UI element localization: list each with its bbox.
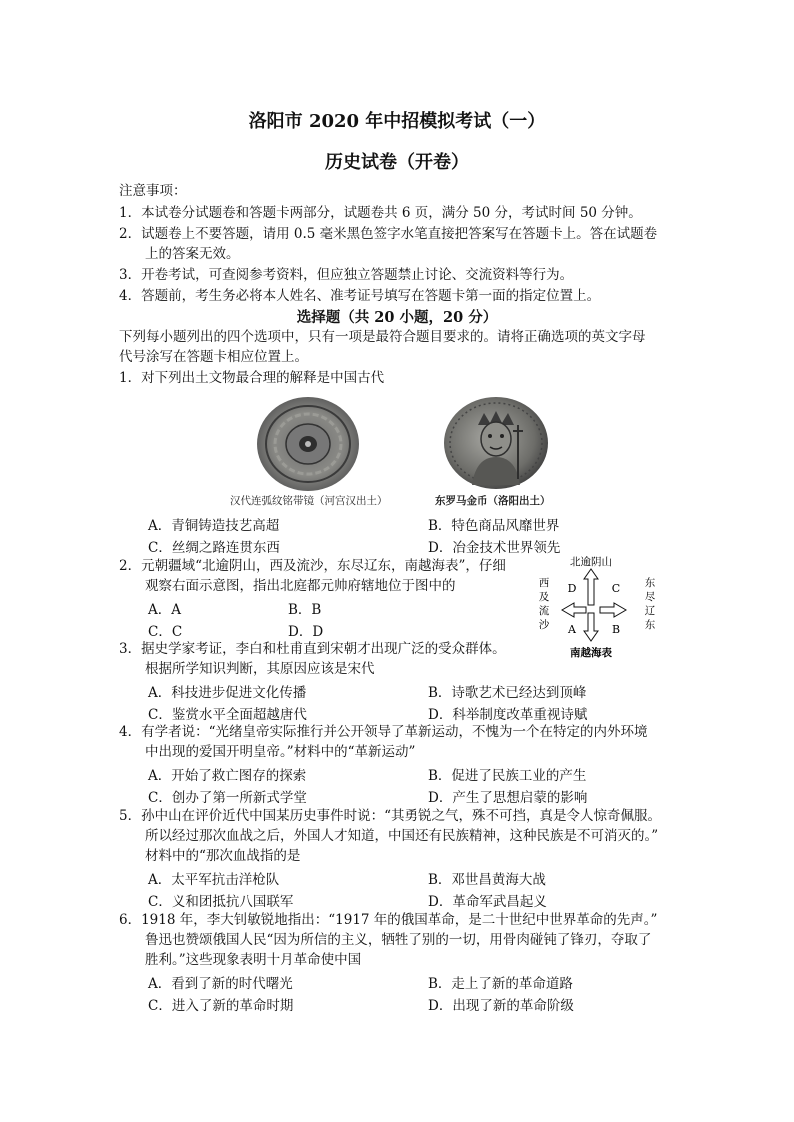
question-stem-line: 观察右面示意图，指出北庭都元帅府辖地位于图中的 xyxy=(145,578,456,594)
notice-item xyxy=(119,224,657,244)
svg-text:沙: 沙 xyxy=(538,619,550,631)
exam-title: 洛阳市 2020 年中招模拟考试（一） xyxy=(248,111,546,132)
notice-item xyxy=(119,265,573,285)
yuan-territory-diagram xyxy=(530,553,670,667)
option-b[interactable]: B．促进了民族工业的产生 xyxy=(428,768,587,784)
image-caption: 汉代连弧纹铭带镜（河宫汉出土） xyxy=(230,495,388,507)
option-d[interactable]: D．革命军武昌起义 xyxy=(428,894,547,910)
option-c[interactable]: C．鉴赏水平全面超越唐代 xyxy=(148,707,307,723)
question-number: 3． xyxy=(119,641,142,657)
option-c[interactable]: C．创办了第一所新式学堂 xyxy=(148,790,307,806)
notice-item xyxy=(119,203,642,223)
svg-text:尽: 尽 xyxy=(644,591,656,603)
option-a[interactable]: A．A xyxy=(148,602,181,618)
notice-text: 上的答案无效。 xyxy=(145,246,240,262)
option-c[interactable]: C．进入了新的革命时期 xyxy=(148,998,294,1014)
question-stem: 5．孙中山在评价近代中国某历史事件时说：“其勇锐之气，殊不可挡，真是令人惊奇佩服。 xyxy=(119,808,661,824)
svg-text:辽: 辽 xyxy=(644,605,656,617)
option-b[interactable]: B．走上了新的革命道路 xyxy=(428,976,573,992)
cell-d: D xyxy=(567,582,577,595)
bronze-mirror-icon xyxy=(255,395,361,497)
question-stem: 1．对下列出土文物最合理的解释是中国古代 xyxy=(119,370,385,386)
option-d[interactable]: D．冶金技术世界领先 xyxy=(428,540,561,556)
notice-text: 开卷考试，可查阅参考资料，但应独立答题禁止讨论、交流资料等行为。 xyxy=(141,267,574,283)
option-a[interactable]: A．开始了救亡图存的探索 xyxy=(148,768,307,784)
section-instructions: 代号涂写在答题卡相应位置上。 xyxy=(119,349,308,365)
notice-number: 4． xyxy=(119,288,142,304)
option-c[interactable]: C．C xyxy=(148,624,183,640)
option-c[interactable]: C．义和团抵抗八国联军 xyxy=(148,894,294,910)
svg-text:西: 西 xyxy=(538,577,550,589)
north-label: 北逾阴山 xyxy=(570,556,612,568)
south-label: 南越海表 xyxy=(570,647,612,659)
option-d[interactable]: D．科举制度改革重视诗赋 xyxy=(428,707,588,723)
arrow-down-icon xyxy=(584,613,598,641)
question-stem: 2．元朝疆域“北逾阴山，西及流沙，东尽辽东，南越海表”，仔细 xyxy=(119,558,506,574)
svg-text:及: 及 xyxy=(538,591,550,603)
option-c[interactable]: C．丝绸之路连贯东西 xyxy=(148,540,280,556)
exam-subtitle: 历史试卷（开卷） xyxy=(325,152,469,173)
notice-item xyxy=(119,286,600,306)
arrow-left-icon xyxy=(562,603,586,617)
svg-text:东: 东 xyxy=(644,577,656,589)
question-stem-line: 鲁迅也赞颂俄国人民“因为所信的主义，牺牲了别的一切，用骨肉碰钝了锋刃，夺取了 xyxy=(145,932,652,948)
option-a[interactable]: A．太平军抗击洋枪队 xyxy=(148,872,280,888)
question-number: 6． xyxy=(119,912,142,928)
notice-text: 本试卷分试题卷和答题卡两部分，试题卷共 6 页，满分 50 分，考试时间 50 分钟。 xyxy=(141,205,642,221)
question-number: 4． xyxy=(119,724,142,740)
option-d[interactable]: D．D xyxy=(288,624,324,640)
option-b[interactable]: B．邓世昌黄海大战 xyxy=(428,872,546,888)
question-stem: 6．1918 年，李大钊敏锐地指出：“1917 年的俄国革命，是二十世纪中世界革命的先声。” xyxy=(119,912,658,928)
arrow-up-icon xyxy=(584,569,598,605)
notice-number: 3． xyxy=(119,267,142,283)
notice-text: 试题卷上不要答题，请用 0.5 毫米黑色签字水笔直接把答案写在答题卡上。答在试题卷 xyxy=(141,226,658,242)
question-number: 1． xyxy=(119,370,142,386)
cell-a: A xyxy=(568,623,576,636)
cell-c: C xyxy=(611,582,621,595)
svg-text:东: 东 xyxy=(644,619,656,631)
option-b[interactable]: B．特色商品风靡世界 xyxy=(428,518,560,534)
notice-number: 1． xyxy=(119,205,142,221)
question-stem: 3．据史学家考证，李白和杜甫直到宋朝才出现广泛的受众群体。 xyxy=(119,641,506,657)
image-caption: 东罗马金币（洛阳出土） xyxy=(435,495,551,507)
option-a[interactable]: A．青铜铸造技艺高超 xyxy=(148,518,280,534)
question-stem-line: 所以经过那次血战之后，外国人才知道，中国还有民族精神，这种民族是不可消灭的。” xyxy=(145,828,659,844)
option-b[interactable]: B．诗歌艺术已经达到顶峰 xyxy=(428,685,587,701)
question-stem-line: 材料中的“那次血战指的是 xyxy=(145,848,301,864)
question-stem: 4．有学者说：“光绪皇帝实际推行并公开领导了革新运动，不愧为一个在特定的内外环境 xyxy=(119,724,648,740)
west-label xyxy=(539,577,550,631)
notice-text: 答题前，考生务必将本人姓名、准考证号填写在答题卡第一面的指定位置上。 xyxy=(141,288,601,304)
option-d[interactable]: D．出现了新的革命阶级 xyxy=(428,998,574,1014)
arrow-right-icon xyxy=(600,603,626,617)
east-label xyxy=(645,576,656,631)
section-instructions: 下列每小题列出的四个选项中，只有一项是最符合题目要求的。请将正确选项的英文字母 xyxy=(119,329,646,345)
notice-heading: 注意事项： xyxy=(119,183,187,199)
question-stem-line: 胜利。”这些现象表明十月革命使中国 xyxy=(145,952,362,968)
section-title: 选择题（共 20 小题，20 分） xyxy=(296,309,498,326)
option-a[interactable]: A．科技进步促进文化传播 xyxy=(148,685,307,701)
option-b[interactable]: B．B xyxy=(288,602,322,618)
option-d[interactable]: D．产生了思想启蒙的影响 xyxy=(428,790,588,806)
question-number: 5． xyxy=(119,808,142,824)
question-number: 2． xyxy=(119,558,142,574)
question-stem-line: 根据所学知识判断，其原因应该是宋代 xyxy=(145,661,375,677)
cell-b: B xyxy=(611,623,621,636)
gold-coin-icon xyxy=(442,395,550,495)
option-a[interactable]: A．看到了新的时代曙光 xyxy=(148,976,293,992)
notice-number: 2． xyxy=(119,226,142,242)
svg-text:流: 流 xyxy=(538,605,550,617)
question-stem-line: 中出现的爱国开明皇帝。”材料中的“革新运动” xyxy=(145,744,416,760)
